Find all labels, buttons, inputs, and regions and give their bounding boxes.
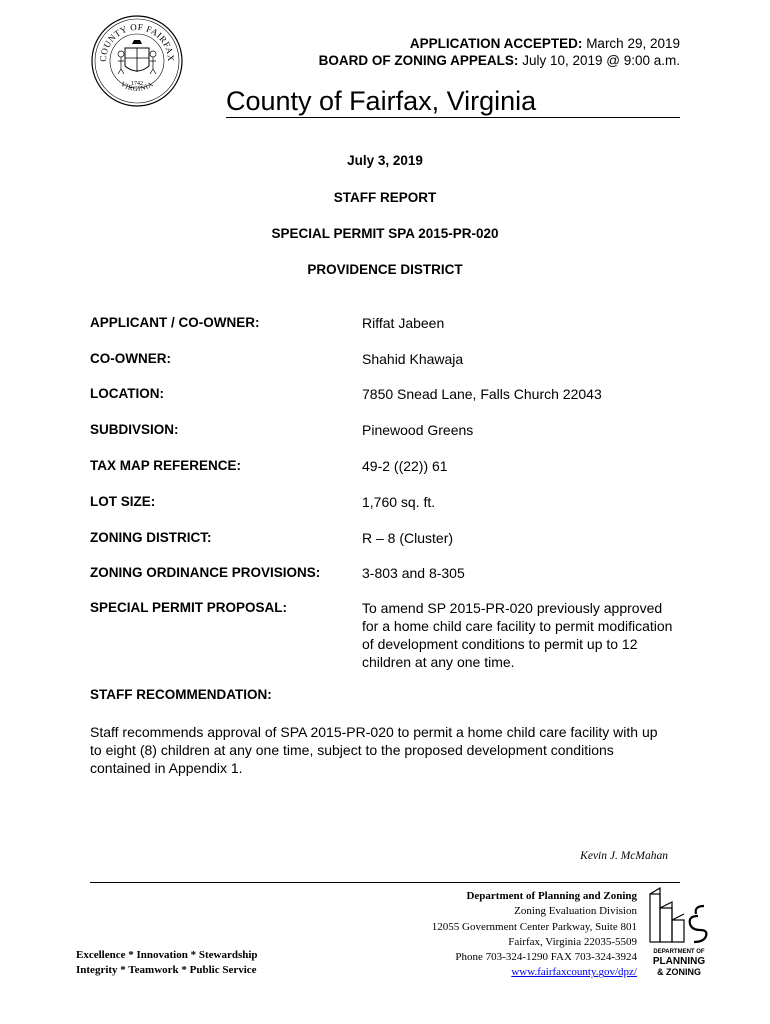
department-contact-block (432, 889, 637, 981)
division-name: Zoning Evaluation Division (514, 905, 637, 918)
footer-divider (90, 882, 680, 883)
tax-map-label: TAX MAP REFERENCE: (90, 458, 242, 473)
permit-proposal-value: To amend SP 2015-PR-020 previously approved for a home child care facility to permit modification of development conditions to permit up to 12 children at any one time. (362, 600, 673, 670)
ordinance-provisions-value: 3-803 and 8-305 (362, 565, 465, 581)
permit-proposal-label: SPECIAL PERMIT PROPOSAL: (90, 600, 288, 615)
motto-line-2: Integrity * Teamwork * Public Service (76, 964, 257, 976)
website-link[interactable]: www.fairfaxcounty.gov/dpz/ (511, 966, 637, 979)
title-divider (226, 117, 680, 118)
motto-line-1: Excellence * Innovation * Stewardship (76, 949, 258, 961)
zoning-district-value: R – 8 (Cluster) (362, 530, 454, 546)
location-label: LOCATION: (90, 386, 164, 401)
application-accepted-label: APPLICATION ACCEPTED: (409, 36, 583, 51)
tax-map-value: 49-2 ((22)) 61 (362, 458, 448, 474)
zoning-district-label: ZONING DISTRICT: (90, 530, 212, 545)
bza-hearing-line (319, 53, 680, 68)
logo-text-line-1: DEPARTMENT OF (653, 949, 705, 955)
city-state-zip: Fairfax, Virginia 22035-5509 (508, 935, 637, 948)
svg-text:VIRGINIA: VIRGINIA (119, 80, 155, 93)
report-type: STAFF REPORT (333, 190, 437, 205)
svg-text:COUNTY OF FAIRFAX: COUNTY OF FAIRFAX (97, 21, 177, 63)
application-accepted-date: March 29, 2019 (586, 36, 680, 51)
logo-text-line-3: & ZONING (657, 967, 701, 977)
signature-name: Kevin J. McMahan (580, 850, 668, 862)
phone-fax: Phone 703-324-1290 FAX 703-324-3924 (455, 951, 637, 964)
permit-number: SPECIAL PERMIT SPA 2015-PR-020 (271, 226, 499, 241)
street-address: 12055 Government Center Parkway, Suite 801 (431, 920, 637, 933)
bza-hearing-date: July 10, 2019 @ 9:00 a.m. (522, 53, 680, 68)
county-seal-icon (90, 14, 184, 108)
svg-text:1742: 1742 (131, 81, 143, 87)
application-accepted-line (410, 36, 680, 51)
planning-zoning-logo-icon (646, 886, 712, 980)
lot-size-value: 1,760 sq. ft. (362, 494, 436, 510)
applicant-label: APPLICANT / CO-OWNER: (90, 315, 260, 330)
lot-size-label: LOT SIZE: (90, 494, 156, 509)
bza-hearing-label: BOARD OF ZONING APPEALS: (318, 53, 519, 68)
ordinance-provisions-label: ZONING ORDINANCE PROVISIONS: (90, 565, 321, 580)
applicant-value: Riffat Jabeen (362, 315, 445, 331)
district-name: PROVIDENCE DISTRICT (307, 262, 463, 277)
subdivision-label: SUBDIVSION: (90, 422, 179, 437)
location-value: 7850 Snead Lane, Falls Church 22043 (362, 386, 602, 402)
staff-recommendation-heading: STAFF RECOMMENDATION: (90, 687, 272, 702)
co-owner-label: CO-OWNER: (90, 351, 171, 366)
subdivision-value: Pinewood Greens (362, 422, 474, 438)
report-date: July 3, 2019 (347, 153, 423, 168)
staff-recommendation-text: Staff recommends approval of SPA 2015-PR-020 to permit a home child care facility with up to eight (8) children at any one time, subject to the proposed development conditions contained in Appendix 1. (90, 724, 658, 776)
co-owner-value: Shahid Khawaja (362, 351, 464, 367)
department-name: Department of Planning and Zoning (466, 890, 637, 902)
county-title: County of Fairfax, Virginia (226, 86, 537, 116)
logo-text-line-2: PLANNING (652, 956, 706, 967)
